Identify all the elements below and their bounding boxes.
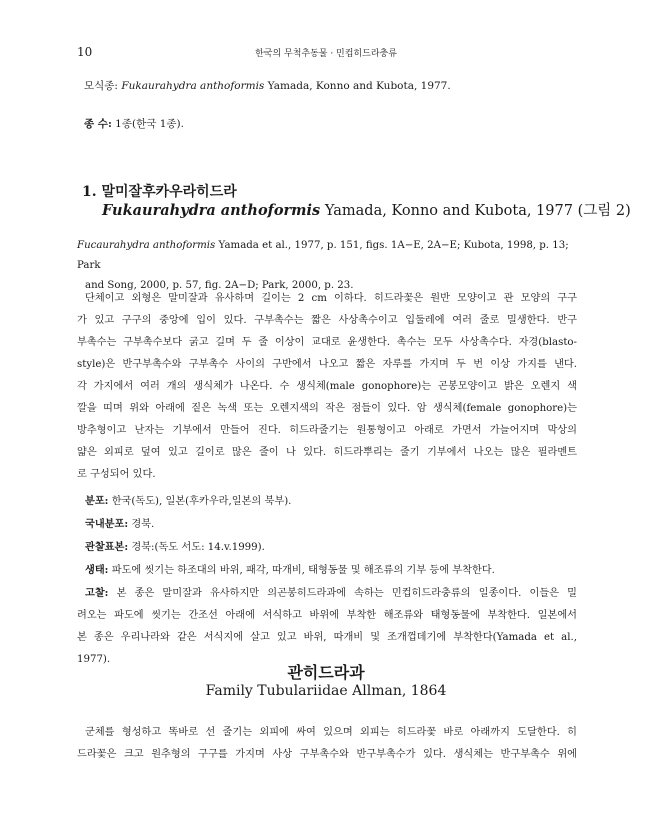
ecology [77, 559, 577, 582]
species-author: Yamada, Konno and Kubota, 1977 [324, 203, 573, 219]
species-scientific-name: Fukaurahydra anthoformis [102, 202, 321, 219]
distribution-label: 분포: [85, 495, 109, 507]
species-details [77, 490, 577, 671]
type-species-name: Fukaurahydra anthoformis [121, 80, 265, 92]
species-figure-ref: (그림 2) [577, 203, 631, 219]
family-heading-latin: Family Tubulariidae Allman, 1864 [205, 683, 447, 699]
species-count-label: 종 수: [84, 118, 112, 130]
description-line: 각 가지에서 여러 개의 생식체가 나온다. 수 생식체(male gonophore)는 곤봉모양이고 밝은 오렌지 색 [77, 381, 577, 392]
species-heading-korean [82, 181, 237, 201]
synonymy [77, 236, 577, 296]
specimens-value: 경북:(독도 서도: 14.v.1999). [131, 542, 265, 553]
korea-distribution [77, 513, 577, 536]
ecology-label: 생태: [85, 564, 109, 576]
specimens-label: 관찰표본: [85, 541, 129, 553]
specimens [77, 536, 577, 559]
synonymy-name: Fucaurahydra anthoformis [77, 240, 216, 251]
running-header: 한국의 무척추동물 · 민컵히드라충류 [255, 49, 397, 59]
synonymy-line-1 [77, 236, 577, 276]
description-line: style)은 반구부촉수와 구부촉수 사이의 구반에서 나오고 짧은 자루를 가지며 두 번 이상 가지를 낸다. [77, 359, 577, 370]
remarks-line: 려오는 파도에 씻기는 간조선 아래에 서식하고 바위에 부착한 해조류와 태형동물에 부착한다. 일본에서 [77, 610, 577, 621]
type-species-label: 모식종: [84, 80, 118, 92]
species-count-line [84, 116, 184, 131]
synonymy-ref-2: and Song, 2000, p. 57, fig. 2A−D; Park, 2000, p. 23. [85, 280, 354, 291]
page-number: 10 [77, 45, 93, 59]
species-description [77, 288, 577, 486]
species-count-value: 1종(한국 1종). [115, 118, 184, 130]
description-line: 로 구성되어 있다. [77, 469, 156, 480]
description-line: 가 있고 구구의 중앙에 입이 있다. 구부촉수는 짧은 사상촉수이고 입둘레에 여러 줄로 밀생한다. 반구 [77, 315, 577, 326]
synonymy-ref-1: Yamada et al., 1977, p. 151, figs. 1A−E, 2A−E; Kubota, 1998, p. 13; Park [77, 240, 569, 271]
type-species-author: Yamada, Konno and Kubota, 1977. [267, 80, 451, 92]
description-line: 얇은 외피로 덮여 있고 길이로 많은 줄이 나 있다. 히드라뿌리는 줄기 기부에서 나오는 많은 필라멘트 [77, 447, 577, 458]
type-species-line [84, 78, 451, 93]
remarks-text: 본 종은 말미잘과 유사하지만 의곤봉히드라과에 속하는 민컵히드라충류의 일종이다. 이들은 밀 [116, 588, 577, 599]
species-heading-scientific [102, 199, 631, 220]
species-heading-number: 1. [82, 184, 97, 200]
remarks-label: 고찰: [85, 587, 109, 599]
distribution-value: 한국(독도), 일본(후카우라,일본의 북부). [111, 496, 292, 507]
description-line: 방추형이고 난자는 기부에서 만들어 진다. 히드라줄기는 원통형이고 아래로 가면서 가늘어지며 막상의 [77, 425, 577, 436]
remarks-line: 본 종은 우리나라와 같은 서식지에 살고 있고 바위, 따개비 및 조개껍데기에 부착한다(Yamada et al., [77, 632, 577, 643]
distribution [77, 490, 577, 513]
species-korean-name: 말미잘후카우라히드라 [101, 184, 237, 200]
remarks-line [77, 582, 577, 605]
korea-distribution-label: 국내분포: [85, 518, 129, 530]
remarks-line: 1977). [77, 654, 111, 665]
family-description-line: 군체를 형성하고 똑바로 선 줄기는 외피에 싸여 있으며 외피는 히드라꽃 바로 아래까지 도달한다. 히 [85, 727, 577, 738]
description-line: 깔을 띠며 위와 아래에 짙은 녹색 또는 오렌지색의 작은 점들이 있다. 암 생식체(female gonophore)는 [77, 403, 577, 414]
family-description-line: 드라꽃은 크고 원추형의 구구를 가지며 사상 구부촉수와 반구부촉수가 있다. 생식체는 반구부촉수 위에 [77, 749, 577, 760]
family-heading-korean: 관히드라과 [287, 663, 365, 682]
description-line: 단체이고 외형은 말미잘과 유사하며 길이는 2 cm 이하다. 히드라꽃은 원반 모양이고 관 모양의 구구 [85, 293, 577, 304]
description-line: 부촉수는 구부촉수보다 굵고 길며 두 줄 이상이 교대로 윤생한다. 촉수는 모두 사상촉수다. 자경(blasto- [77, 337, 577, 348]
korea-distribution-value: 경북. [131, 519, 155, 530]
ecology-value: 파도에 씻기는 하조대의 바위, 패각, 따개비, 태형동물 및 해조류의 기부 등에 부착한다. [111, 565, 495, 576]
family-description [77, 722, 577, 766]
